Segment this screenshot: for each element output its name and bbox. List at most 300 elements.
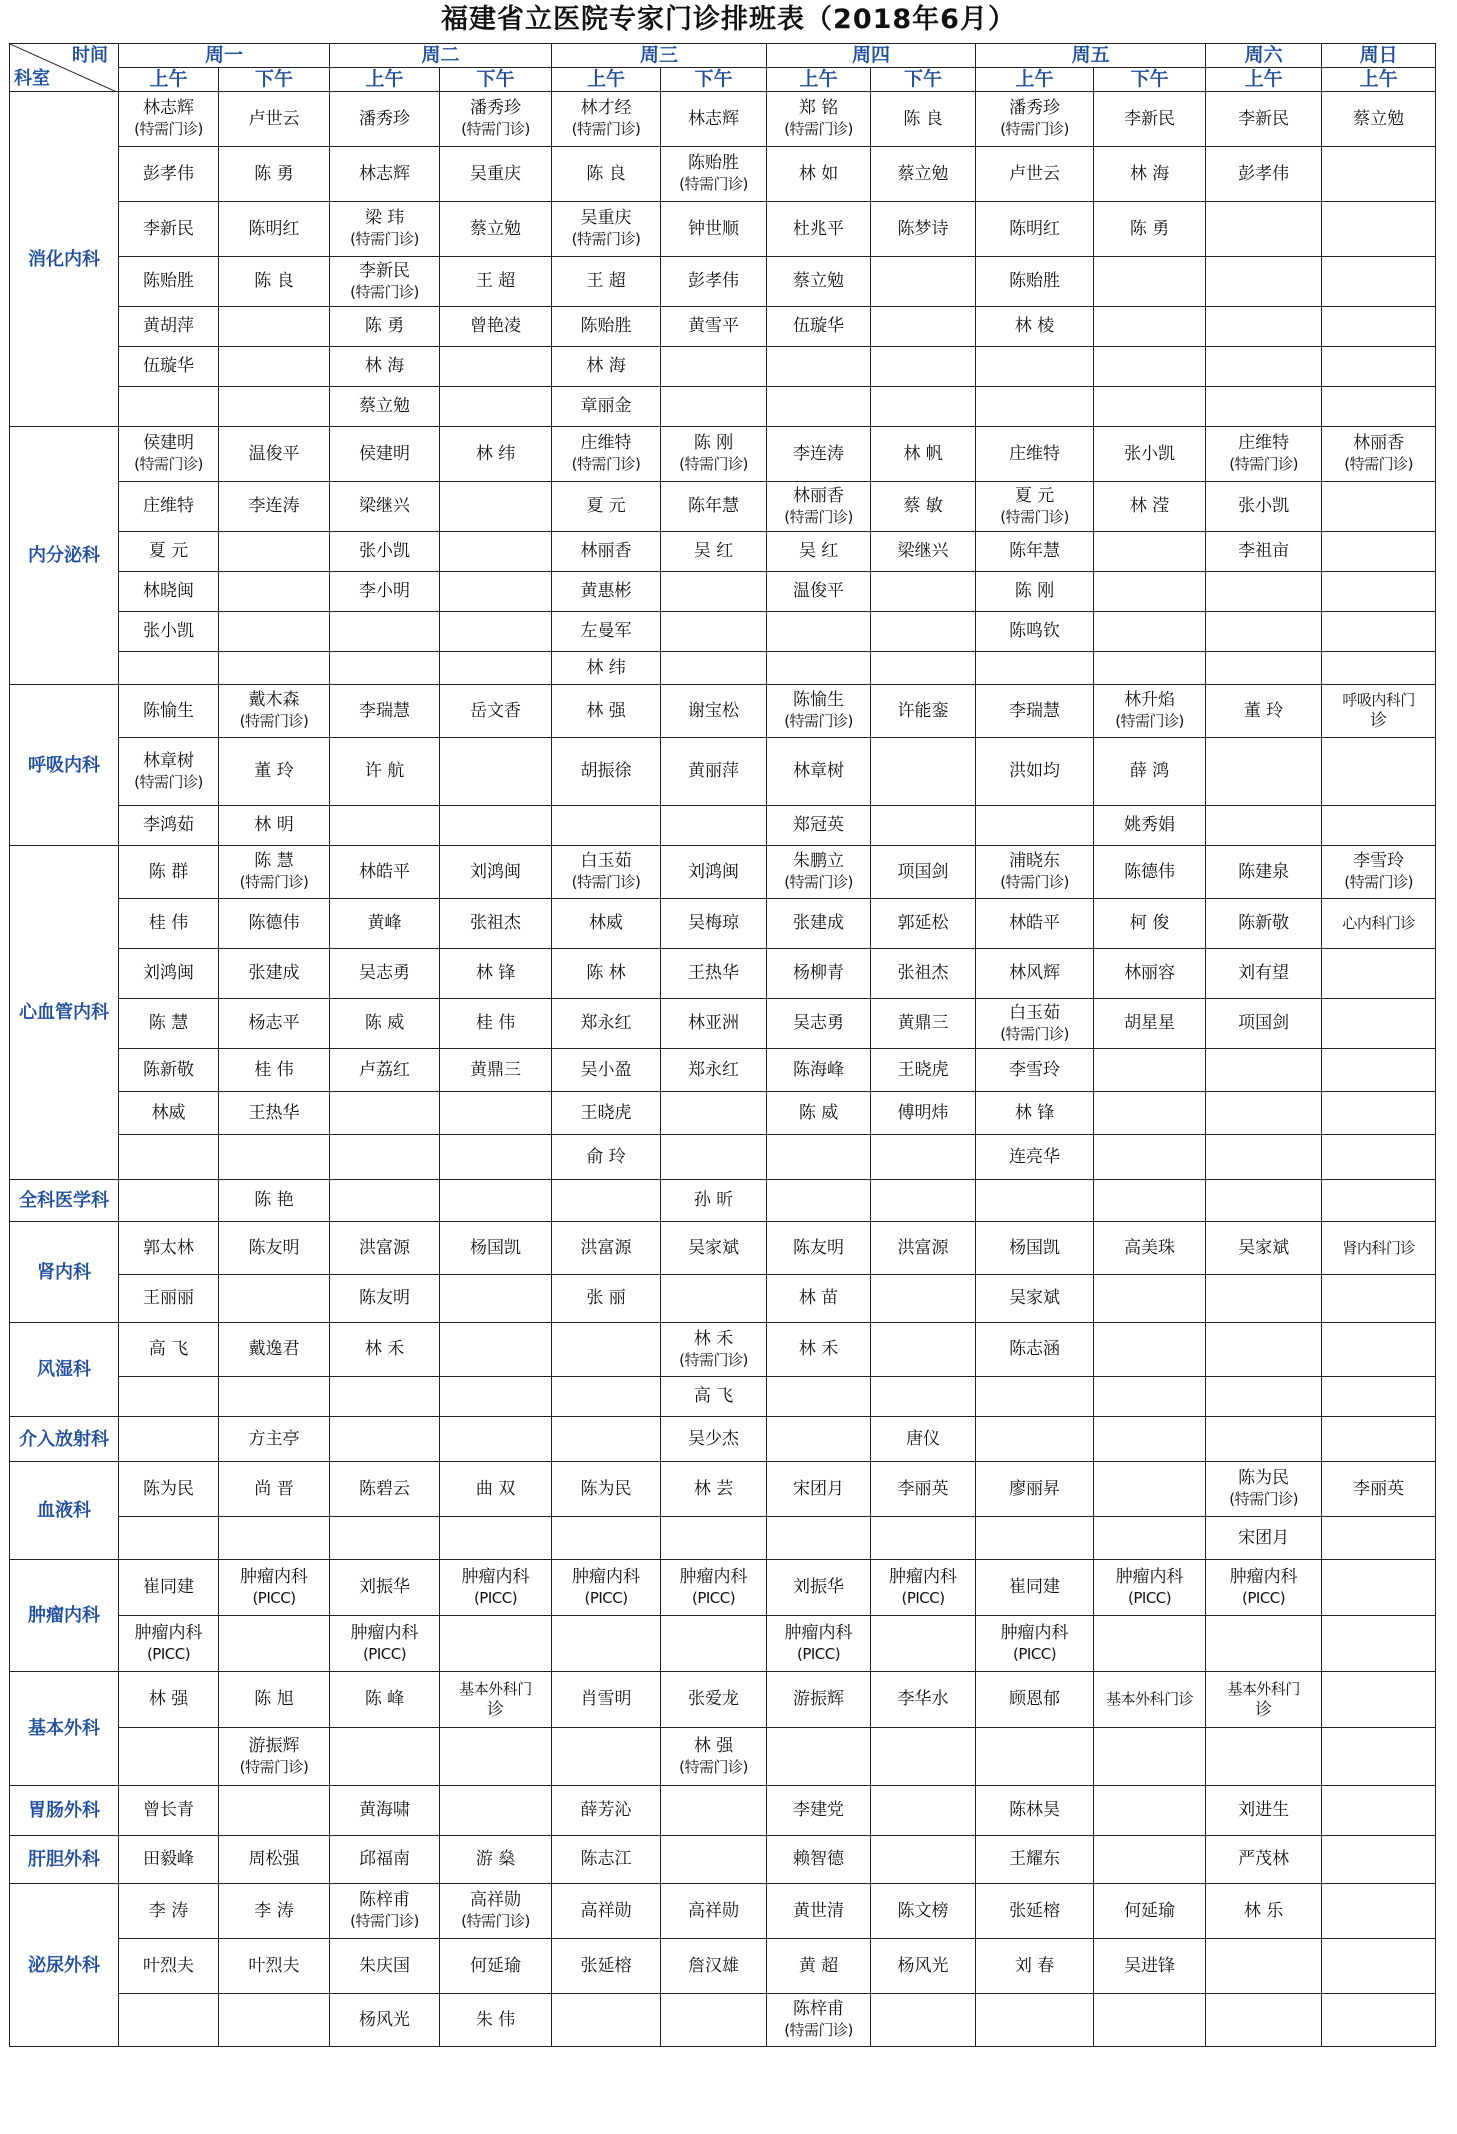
schedule-cell [1094, 92, 1206, 147]
schedule-cell [330, 92, 440, 147]
cell-line: 陈年慧 [688, 496, 740, 516]
schedule-cell [976, 999, 1094, 1049]
schedule-cell [767, 1994, 871, 2047]
cell-line: 曾艳凌 [470, 316, 522, 336]
schedule-cell [440, 899, 552, 949]
cell-line: 陈为民 [143, 1478, 194, 1499]
cell-line: 陈 勇 [254, 163, 294, 184]
cell-line: (特需门诊) [571, 120, 641, 138]
cell-line: (特需门诊) [679, 1757, 748, 1776]
cell-line: 洪富源 [580, 1237, 632, 1258]
cell-line: 高祥勋 [470, 1890, 522, 1910]
cell-line: 林皓平 [359, 861, 411, 882]
schedule-cell [440, 652, 552, 685]
schedule-cell [119, 1135, 219, 1180]
schedule-cell [1206, 1884, 1322, 1939]
cell-line: 吴小盈 [580, 1059, 632, 1080]
schedule-cell [1322, 1092, 1436, 1135]
cell-line: 陈贻胜 [688, 153, 740, 173]
schedule-cell [1206, 806, 1322, 846]
schedule-cell [976, 652, 1094, 685]
schedule-cell [219, 1049, 330, 1092]
cell-line: 张小凯 [359, 541, 411, 561]
schedule-cell [119, 1786, 219, 1836]
cell-line: 诊 [1370, 711, 1388, 731]
schedule-cell [1322, 1728, 1436, 1786]
schedule-cell [661, 738, 767, 806]
schedule-cell [871, 1672, 976, 1728]
table-row [10, 1616, 1436, 1672]
schedule-cell [219, 347, 330, 387]
schedule-cell [871, 738, 976, 806]
schedule-cell [219, 1222, 330, 1275]
schedule-cell [219, 1377, 330, 1417]
schedule-cell [767, 1222, 871, 1275]
cell-line: 桂 伟 [148, 913, 189, 933]
schedule-cell [871, 612, 976, 652]
schedule-cell [1094, 482, 1206, 532]
cell-line: 刘有望 [1238, 963, 1290, 983]
cell-line: 胡星星 [1124, 1013, 1176, 1033]
schedule-cell [119, 482, 219, 532]
table-row [10, 1049, 1436, 1092]
cell-line: 林丽香 [580, 541, 632, 561]
schedule-cell [440, 307, 552, 347]
cell-line: 林升焰 [1124, 690, 1176, 710]
cell-line: 卢世云 [1009, 163, 1061, 184]
schedule-cell [767, 806, 871, 846]
cell-line: 肾内科门诊 [1342, 1238, 1415, 1257]
schedule-cell [552, 652, 661, 685]
cell-line: 刘鸿闽 [143, 963, 194, 983]
schedule-cell [552, 806, 661, 846]
cell-line: 林 海 [1129, 163, 1170, 184]
cell-line: 陈新敬 [1238, 913, 1290, 933]
schedule-cell [1322, 257, 1436, 307]
cell-line: 陈 刚 [1014, 581, 1055, 601]
schedule-cell [119, 612, 219, 652]
schedule-cell [767, 949, 871, 999]
schedule-cell [552, 1994, 661, 2047]
schedule-cell [976, 427, 1094, 482]
schedule-cell [552, 482, 661, 532]
schedule-cell [440, 1616, 552, 1672]
session-header: 下午 [661, 68, 767, 92]
cell-line: 张祖杰 [470, 913, 522, 933]
schedule-cell [1206, 1180, 1322, 1222]
cell-line: 梁继兴 [359, 496, 411, 516]
schedule-cell [219, 1672, 330, 1728]
cell-line: 洪如均 [1009, 761, 1061, 781]
schedule-cell [440, 92, 552, 147]
schedule-cell [871, 1517, 976, 1560]
schedule-cell [871, 1222, 976, 1275]
cell-line: 蔡立勉 [359, 396, 411, 416]
schedule-cell [1322, 482, 1436, 532]
schedule-cell [119, 1462, 219, 1517]
session-header: 下午 [1094, 68, 1206, 92]
cell-line: 林 强 [148, 1689, 189, 1709]
schedule-cell [1206, 347, 1322, 387]
cell-line: 李丽英 [897, 1478, 949, 1499]
cell-line: 肖雪明 [580, 1689, 632, 1709]
schedule-cell [1094, 532, 1206, 572]
cell-line: 林丽香 [793, 485, 845, 506]
cell-line: (特需门诊) [1000, 873, 1069, 891]
table-row [10, 806, 1436, 846]
schedule-cell [1094, 1417, 1206, 1462]
schedule-cell [871, 1616, 976, 1672]
schedule-cell [767, 1672, 871, 1728]
schedule-cell [1322, 1135, 1436, 1180]
schedule-cell [219, 532, 330, 572]
schedule-cell [976, 1222, 1094, 1275]
schedule-cell [1094, 652, 1206, 685]
cell-line: (特需门诊) [571, 873, 641, 891]
schedule-cell [661, 1994, 767, 2047]
schedule-cell [552, 427, 661, 482]
cell-line: 戴逸君 [248, 1339, 300, 1359]
schedule-cell [661, 1728, 767, 1786]
cell-line: 游 燊 [475, 1849, 516, 1869]
session-header: 下午 [440, 68, 552, 92]
cell-line: 朱 伟 [475, 2009, 516, 2030]
schedule-cell [219, 806, 330, 846]
schedule-cell [976, 147, 1094, 202]
schedule-cell [1322, 1462, 1436, 1517]
cell-line: 许 航 [364, 761, 405, 781]
schedule-cell [119, 1049, 219, 1092]
table-row [10, 899, 1436, 949]
schedule-cell [552, 257, 661, 307]
schedule-cell [661, 1180, 767, 1222]
cell-line: 林 禾 [798, 1339, 839, 1359]
schedule-cell [330, 147, 440, 202]
cell-line: 陈明红 [248, 218, 300, 239]
schedule-cell [552, 738, 661, 806]
schedule-cell [330, 899, 440, 949]
schedule-cell [976, 1994, 1094, 2047]
cell-line: 李建党 [793, 1800, 845, 1820]
schedule-cell [1206, 532, 1322, 572]
schedule-cell [330, 482, 440, 532]
cell-line: (PICC) [1242, 1588, 1286, 1607]
schedule-cell [1206, 147, 1322, 202]
schedule-cell [330, 1884, 440, 1939]
schedule-cell [1206, 1560, 1322, 1616]
table-row [10, 1275, 1436, 1323]
schedule-cell [871, 257, 976, 307]
schedule-cell [1206, 427, 1322, 482]
schedule-cell [330, 949, 440, 999]
department-label: 肾内科 [10, 1222, 119, 1323]
cell-line: 黄峰 [367, 913, 402, 933]
schedule-cell [1206, 949, 1322, 999]
cell-line: 项国剑 [1238, 1013, 1290, 1033]
cell-line: 林丽容 [1124, 963, 1176, 983]
cell-line: 王热华 [688, 963, 740, 983]
table-row [10, 999, 1436, 1049]
cell-line: (特需门诊) [134, 120, 203, 138]
cell-line: 陈 良 [254, 271, 294, 291]
cell-line: (PICC) [691, 1588, 736, 1607]
schedule-cell [440, 806, 552, 846]
schedule-cell [1322, 307, 1436, 347]
schedule-cell [1094, 1560, 1206, 1616]
cell-line: 叶烈夫 [143, 1955, 194, 1976]
schedule-cell [1094, 1222, 1206, 1275]
schedule-cell [552, 147, 661, 202]
schedule-cell [767, 1323, 871, 1377]
cell-line: 严茂林 [1238, 1849, 1290, 1869]
cell-line: 陈贻胜 [1009, 271, 1061, 291]
department-label: 风湿科 [10, 1323, 119, 1417]
cell-line: 庄维特 [580, 433, 632, 453]
schedule-cell [119, 1323, 219, 1377]
schedule-cell [871, 387, 976, 427]
session-header: 下午 [871, 68, 976, 92]
schedule-cell [1094, 949, 1206, 999]
cell-line: 崔同建 [1009, 1577, 1061, 1597]
schedule-cell [1322, 1939, 1436, 1994]
schedule-cell [661, 1222, 767, 1275]
table-row [10, 1939, 1436, 1994]
cell-line: 章丽金 [580, 396, 632, 416]
cell-line: 杨风光 [359, 2009, 411, 2030]
schedule-cell [219, 1560, 330, 1616]
cell-line: (特需门诊) [1000, 1024, 1069, 1043]
schedule-cell [440, 1786, 552, 1836]
schedule-cell [976, 1939, 1094, 1994]
schedule-cell [330, 1672, 440, 1728]
cell-line: 薛芳沁 [580, 1800, 632, 1820]
cell-line: 游振辉 [248, 1735, 300, 1756]
cell-line: 李雪玲 [1009, 1059, 1061, 1080]
department-label: 介入放射科 [10, 1417, 119, 1462]
schedule-cell [871, 685, 976, 738]
schedule-cell [1206, 1836, 1322, 1884]
cell-line: 林亚洲 [688, 1013, 740, 1033]
schedule-cell [330, 347, 440, 387]
cell-line: 陈 艳 [254, 1190, 294, 1210]
schedule-cell [330, 846, 440, 899]
schedule-cell [552, 1323, 661, 1377]
cell-line: 谢宝松 [688, 700, 740, 721]
schedule-cell [976, 1836, 1094, 1884]
cell-line: 伍璇华 [143, 356, 194, 376]
schedule-cell [440, 1939, 552, 1994]
cell-line: 潘秀珍 [470, 98, 522, 118]
cell-line: 林晓闽 [143, 581, 194, 601]
cell-line: 林志辉 [143, 98, 194, 118]
schedule-cell [1094, 999, 1206, 1049]
table-row [10, 1180, 1436, 1222]
cell-line: 林 锋 [475, 963, 516, 983]
schedule-cell [976, 1135, 1094, 1180]
cell-line: 郭太林 [143, 1237, 194, 1258]
corner-time-label: 时间 [72, 45, 108, 66]
cell-line: 蔡立勉 [897, 163, 949, 184]
cell-line: 陈 刚 [693, 433, 734, 453]
schedule-cell [871, 1377, 976, 1417]
schedule-cell [330, 387, 440, 427]
schedule-cell [552, 92, 661, 147]
cell-line: 薛 鸿 [1129, 761, 1170, 781]
schedule-cell [1322, 387, 1436, 427]
table-row [10, 949, 1436, 999]
cell-line: 陈梦诗 [897, 218, 949, 239]
cell-line: 李新民 [1124, 108, 1176, 129]
schedule-cell [330, 1994, 440, 2047]
schedule-cell [1322, 738, 1436, 806]
schedule-cell [330, 1462, 440, 1517]
cell-line: (特需门诊) [1344, 455, 1413, 473]
cell-line: 黄鼎三 [470, 1059, 522, 1080]
schedule-cell [1094, 1135, 1206, 1180]
cell-line: 刘鸿闽 [688, 861, 740, 882]
cell-line: 林丽香 [1353, 433, 1405, 453]
cell-line: 张建成 [793, 913, 845, 933]
schedule-cell [661, 612, 767, 652]
cell-line: 田毅峰 [143, 1849, 194, 1869]
cell-line: 李瑞慧 [359, 700, 411, 721]
schedule-cell [661, 806, 767, 846]
schedule-cell [661, 1672, 767, 1728]
schedule-cell [219, 1092, 330, 1135]
schedule-cell [661, 1049, 767, 1092]
cell-line: 杜兆平 [793, 218, 845, 239]
cell-line: 侯建明 [359, 443, 411, 464]
schedule-cell [119, 387, 219, 427]
cell-line: 伍璇华 [793, 316, 845, 336]
schedule-cell [1206, 1417, 1322, 1462]
cell-line: 陈 威 [798, 1102, 839, 1123]
cell-line: (PICC) [146, 1644, 191, 1663]
cell-line: 孙 昕 [693, 1190, 734, 1210]
schedule-cell [1094, 1180, 1206, 1222]
page-title: 福建省立医院专家门诊排班表（2018年6月） [441, 4, 1016, 35]
table-row [10, 612, 1436, 652]
cell-line: 林 禾 [693, 1328, 734, 1349]
schedule-cell [1322, 949, 1436, 999]
schedule-cell [119, 652, 219, 685]
cell-line: 李 涛 [148, 1900, 189, 1921]
cell-line: 左曼军 [580, 621, 632, 641]
schedule-cell [976, 1275, 1094, 1323]
schedule-cell [552, 612, 661, 652]
schedule-cell [1094, 347, 1206, 387]
schedule-cell [767, 685, 871, 738]
cell-line: (特需门诊) [679, 175, 748, 193]
schedule-cell [1094, 202, 1206, 257]
schedule-cell [330, 1517, 440, 1560]
schedule-cell [1094, 806, 1206, 846]
table-row [10, 427, 1436, 482]
cell-line: 李丽英 [1353, 1478, 1405, 1499]
cell-line: 林威 [151, 1102, 186, 1123]
schedule-cell [1206, 202, 1322, 257]
cell-line: 李瑞慧 [1009, 700, 1061, 721]
table-row [10, 1222, 1436, 1275]
cell-line: 吴家斌 [688, 1237, 740, 1258]
schedule-cell [440, 257, 552, 307]
schedule-cell [661, 1884, 767, 1939]
cell-line: 诊 [1255, 1699, 1273, 1720]
schedule-cell [1094, 1786, 1206, 1836]
day-header: 周一 [119, 44, 330, 68]
cell-line: 张 丽 [586, 1288, 626, 1308]
schedule-cell [219, 387, 330, 427]
schedule-cell [440, 532, 552, 572]
schedule-cell [767, 92, 871, 147]
schedule-cell [119, 1884, 219, 1939]
schedule-cell [1322, 1417, 1436, 1462]
schedule-cell [119, 1517, 219, 1560]
cell-line: 詹汉雄 [688, 1955, 740, 1976]
schedule-cell [1094, 1616, 1206, 1672]
cell-line: 林 纬 [586, 657, 626, 678]
schedule-cell [767, 1939, 871, 1994]
schedule-cell [119, 427, 219, 482]
cell-line: 宋团月 [793, 1478, 845, 1499]
schedule-cell [1206, 92, 1322, 147]
cell-line: 姚秀娟 [1124, 815, 1176, 835]
session-header: 上午 [552, 68, 661, 92]
cell-line: 白玉茹 [1009, 1002, 1061, 1023]
schedule-cell [1094, 307, 1206, 347]
cell-line: 肿瘤内科 [461, 1566, 530, 1587]
department-label: 胃肠外科 [10, 1786, 119, 1836]
cell-line: 游振辉 [793, 1689, 845, 1709]
cell-line: 林志辉 [688, 108, 740, 129]
schedule-cell [661, 685, 767, 738]
cell-line: 肿瘤内科 [784, 1622, 853, 1643]
schedule-cell [219, 685, 330, 738]
cell-line: 陈志江 [580, 1849, 632, 1869]
schedule-cell [440, 999, 552, 1049]
cell-line: 陈 良 [586, 163, 626, 184]
schedule-cell [330, 1135, 440, 1180]
schedule-cell [552, 1275, 661, 1323]
schedule-cell [440, 1323, 552, 1377]
cell-line: 郑永红 [580, 1013, 632, 1033]
cell-line: (特需门诊) [784, 507, 853, 526]
schedule-cell [119, 572, 219, 612]
cell-line: 董 玲 [1243, 700, 1284, 721]
schedule-cell [661, 1939, 767, 1994]
schedule-cell [976, 1049, 1094, 1092]
cell-line: 张延榕 [1009, 1900, 1061, 1921]
schedule-cell [661, 949, 767, 999]
cell-line: 基本外科门 [1227, 1679, 1300, 1698]
cell-line: 杨志平 [248, 1013, 300, 1033]
day-header: 周六 [1206, 44, 1322, 68]
cell-line: 傅明炜 [897, 1102, 949, 1123]
table-row [10, 1884, 1436, 1939]
cell-line: (PICC) [796, 1644, 841, 1663]
schedule-cell [219, 899, 330, 949]
schedule-cell [1094, 147, 1206, 202]
schedule-cell [552, 1462, 661, 1517]
schedule-cell [1322, 1560, 1436, 1616]
cell-line: (特需门诊) [784, 120, 853, 138]
schedule-cell [767, 1275, 871, 1323]
cell-line: 邱福南 [359, 1849, 411, 1869]
cell-line: 蔡 敏 [903, 496, 943, 516]
cell-line: 肿瘤内科 [889, 1566, 958, 1587]
cell-line: 夏 元 [586, 496, 626, 516]
cell-line: 陈贻胜 [143, 271, 194, 291]
